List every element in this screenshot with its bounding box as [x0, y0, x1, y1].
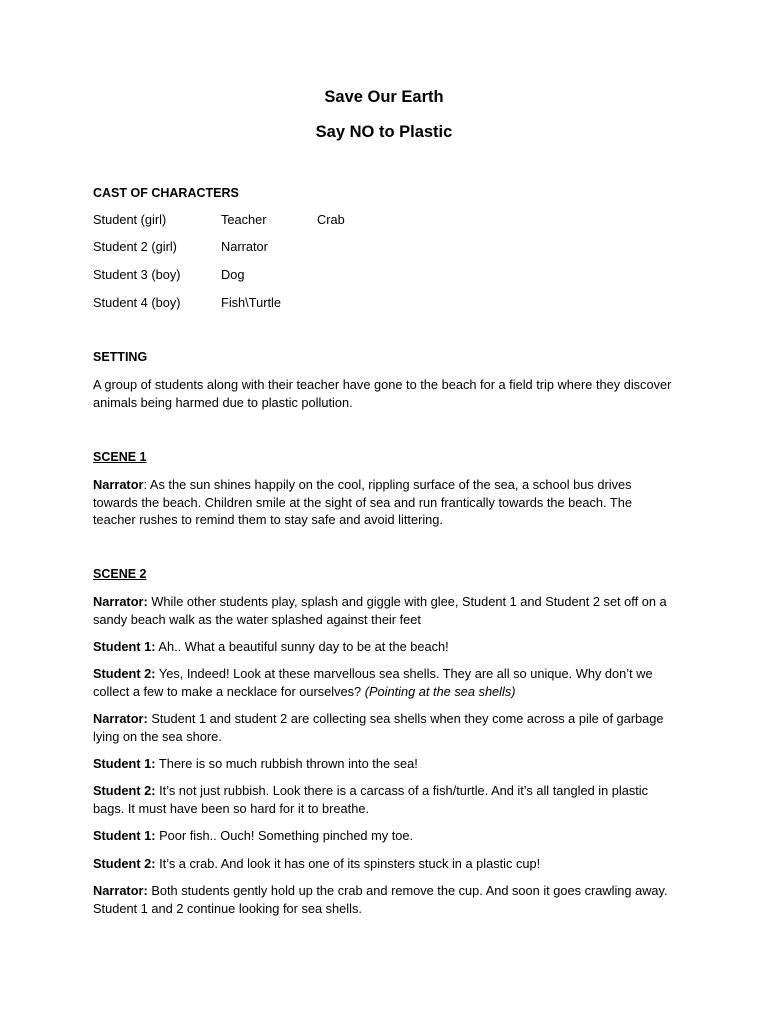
dialogue-line: [93, 782, 673, 817]
cast-member: Crab: [317, 212, 345, 227]
cast-member: Fish\Turtle: [221, 295, 281, 310]
speaker-name: Student 2:: [93, 856, 156, 871]
cast-row: [93, 239, 693, 257]
cast-row: [93, 295, 693, 313]
line-text: Yes, Indeed! Look at these marvellous sea shells. They are all so unique. Why don’t we collect a few to make a necklace for ourselves?: [93, 666, 653, 699]
stage-direction: (Pointing at the sea shells): [364, 683, 516, 699]
line-text: Both students gently hold up the crab and remove the cup. And soon it goes crawling away. Student 1 and 2 continue looking for sea shells.: [93, 883, 668, 916]
cast-member: Student 4 (boy): [93, 295, 181, 310]
dialogue-line: [93, 882, 673, 917]
speaker-name: Narrator:: [93, 594, 148, 609]
scene1-heading: SCENE 1: [93, 450, 147, 464]
cast-member: Dog: [221, 267, 245, 282]
line-text: It’s not just rubbish. Look there is a carcass of a fish/turtle. And it’s all tangled in plastic bags. It must have been so hard for it to breathe.: [93, 783, 649, 816]
document-title: Save Our Earth: [324, 88, 444, 106]
line-text: While other students play, splash and giggle with glee, Student 1 and Student 2 set off on a sandy beach walk as the water splashed against their feet: [93, 594, 667, 627]
speaker-name: Student 1:: [93, 756, 156, 771]
speaker-name: Student 1:: [93, 828, 156, 843]
line-text: Poor fish.. Ouch! Something pinched my toe.: [159, 828, 414, 843]
setting-heading: SETTING: [93, 350, 148, 364]
speaker-name: Student 1:: [93, 639, 156, 654]
scene2-heading: SCENE 2: [93, 567, 147, 581]
cast-member: Teacher: [221, 212, 267, 227]
dialogue-line: [93, 638, 673, 656]
cast-member: Student (girl): [93, 212, 167, 227]
cast-member: Narrator: [221, 239, 268, 254]
speaker-name: Student 2:: [93, 783, 156, 798]
setting-text: A group of students along with their teacher have gone to the beach for a field trip where they discover animals being harmed due to plastic pollution.: [93, 377, 672, 410]
line-text: As the sun shines happily on the cool, rippling surface of the sea, a school bus drives towards the beach. Children smile at the sight of sea and run frantically towards the beach. The teacher rushes to remind them to stay safe and avoid littering.: [93, 477, 632, 527]
dialogue-line: [93, 855, 673, 873]
cast-member: Student 2 (girl): [93, 239, 177, 254]
document-subtitle: Say NO to Plastic: [315, 123, 453, 141]
dialogue-line: Narrator: As the sun shines happily on the cool, rippling surface of the sea, a school bus drives towards the beach. Children smile at the sight of sea and run frantically towards the beach. The teacher rushes to remind them to stay safe and avoid littering.: [93, 477, 632, 527]
cast-heading: CAST OF CHARACTERS: [93, 186, 239, 200]
cast-member: Student 3 (boy): [93, 267, 181, 282]
dialogue-line: [93, 827, 673, 845]
dialogue-line: [93, 755, 673, 773]
speaker-name: Narrator: [93, 477, 144, 492]
dialogue-line: [93, 710, 673, 745]
speaker-name: Narrator:: [93, 883, 148, 898]
cast-row: [93, 267, 693, 285]
line-text: Ah.. What a beautiful sunny day to be at the beach!: [158, 639, 449, 654]
cast-row: [93, 212, 693, 230]
line-text: It’s a crab. And look it has one of its spinsters stuck in a plastic cup!: [159, 856, 541, 871]
dialogue-line: [93, 593, 673, 628]
speaker-name: Narrator:: [93, 711, 148, 726]
speaker-name: Student 2:: [93, 666, 156, 681]
line-text: There is so much rubbish thrown into the sea!: [158, 756, 418, 771]
line-text: Student 1 and student 2 are collecting sea shells when they come across a pile of garbage lying on the sea shore.: [93, 711, 664, 744]
dialogue-line: [93, 665, 673, 700]
